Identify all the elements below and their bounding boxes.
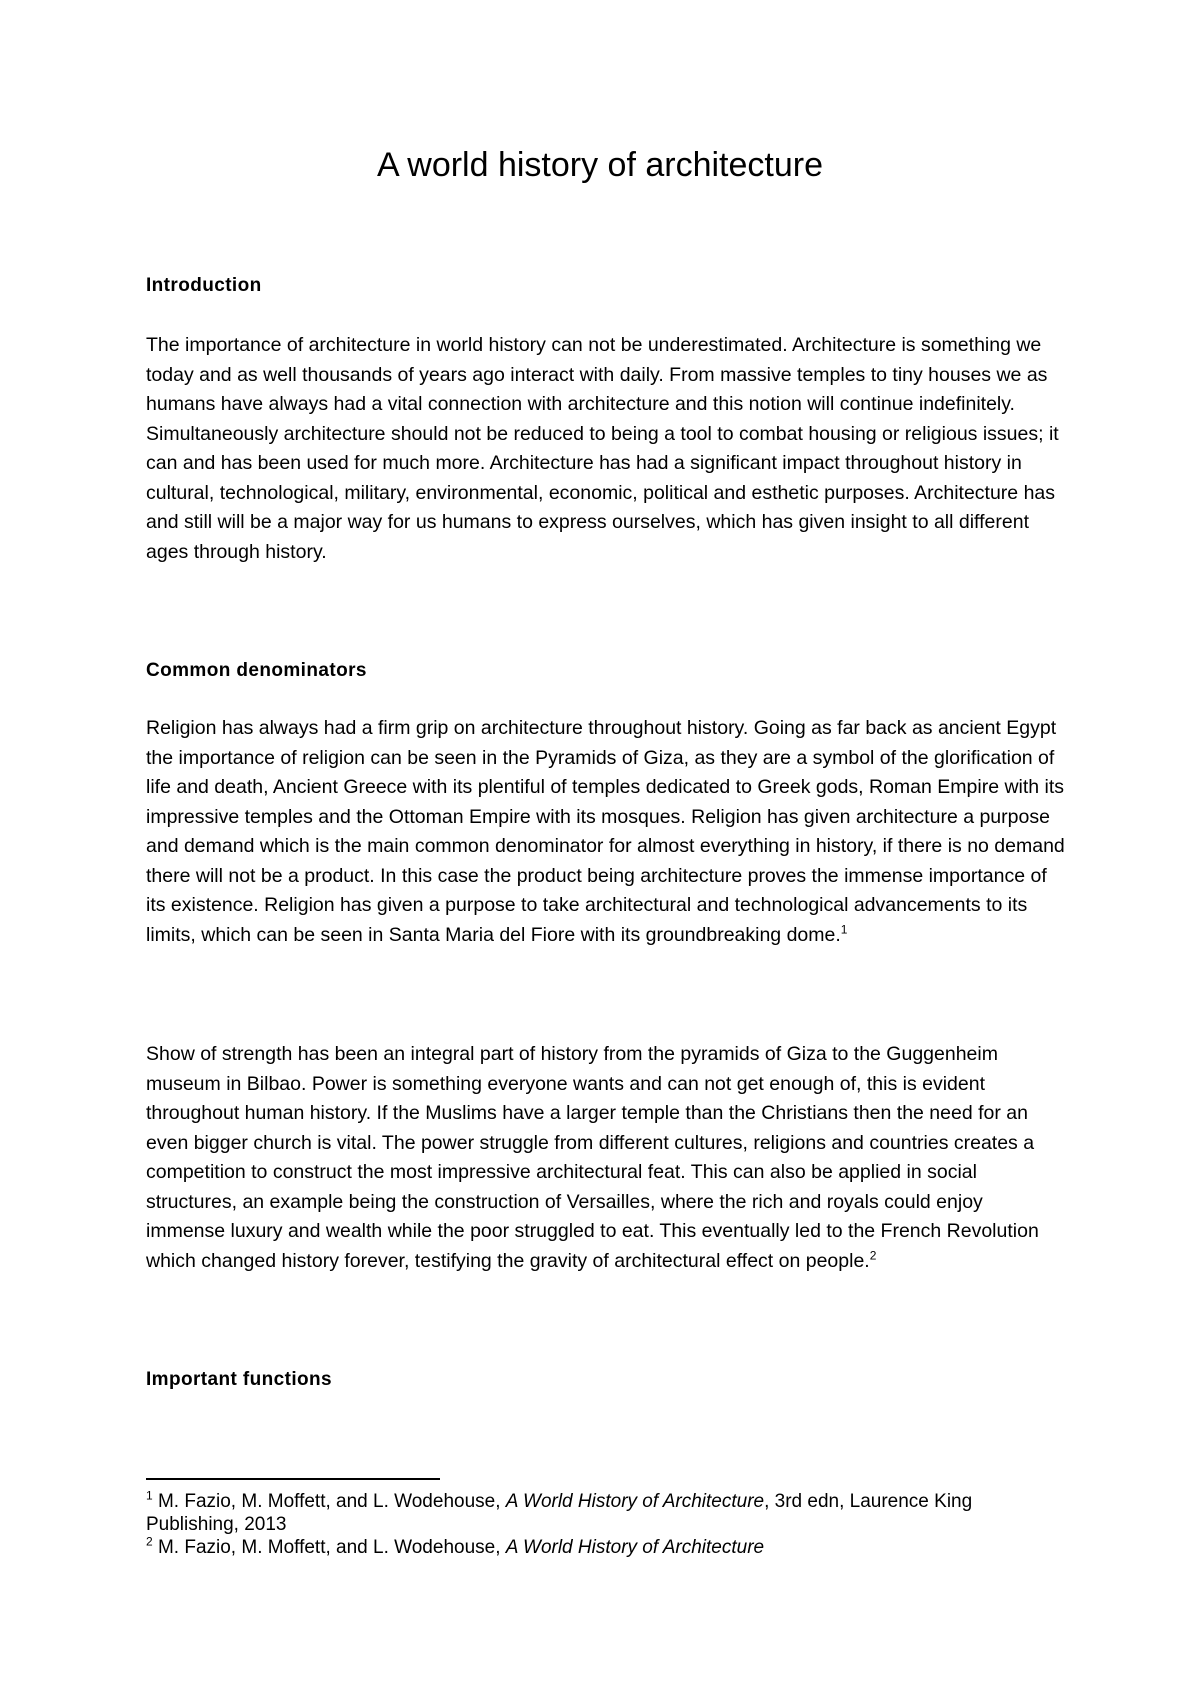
strength-paragraph-text: Show of strength has been an integral part of history from the pyramids of Giza to the Guggenheim museum in Bilbao. Power is something everyone wants and can not get enough of, this is evident throughout human history. If the Muslims have a larger temple than the Christians then the need for an even bigger church is vital. The power struggle from different cultures, religions and countries creates a competition to construct the most impressive architectural feat. This can also be applied in social structures, an example being the construction of Versailles, where the rich and royals could enjoy immense luxury and wealth while the poor struggled to eat. This eventually led to the French Revolution which changed history forever, testifying the gravity of architectural effect on people. (146, 1043, 1039, 1272)
footnote-2 (146, 1536, 1066, 1559)
page-title: A world history of architecture (377, 146, 823, 184)
intro-paragraph-text: The importance of architecture in world history can not be underestimated. Architecture is something we today and as well thousands of years ago interact with daily. From massive temples to tiny houses we as humans have always had a vital connection with architecture and this notion will continue indefinitely. Simultaneously architecture should not be reduced to being a tool to combat housing or religious issues; it can and has been used for much more. Architecture has had a significant impact throughout history in cultural, technological, military, environmental, economic, political and esthetic purposes. Architecture has and still will be a major way for us humans to express ourselves, which has given insight to all different ages through history. (146, 334, 1059, 563)
footnote-divider (146, 1478, 440, 1480)
footnotes (146, 1490, 1066, 1559)
religion-paragraph (146, 714, 1066, 950)
footnote-2-authors: M. Fazio, M. Moffett, and L. Wodehouse, (152, 1537, 506, 1558)
footnote-1 (146, 1490, 1066, 1536)
footnote-ref-1[interactable]: 1 (840, 922, 848, 936)
footnote-number-1: 1 (146, 1488, 153, 1503)
footnote-1-work-title: A World History of Architecture (505, 1491, 765, 1512)
section-heading-common-denominators: Common denominators (146, 660, 367, 681)
religion-paragraph-text: Religion has always had a firm grip on architecture throughout history. Going as far back as ancient Egypt the importance of religion can be seen in the Pyramids of Giza, as they are a symbol of the glorification of life and death, Ancient Greece with its plentiful of temples dedicated to Greek gods, Roman Empire with its impressive temples and the Ottoman Empire with its mosques. Religion has given architecture a purpose and demand which is the main common denominator for almost everything in history, if there is no demand there will not be a product. In this case the product being architecture proves the immense importance of its existence. Religion has given a purpose to take architectural and technological advancements to its limits, which can be seen in Santa Maria del Fiore with its groundbreaking dome. (146, 717, 1065, 946)
footnote-ref-2[interactable]: 2 (869, 1248, 877, 1262)
strength-paragraph (146, 1040, 1066, 1276)
footnote-1-authors: M. Fazio, M. Moffett, and L. Wodehouse, (152, 1491, 506, 1512)
footnote-2-work-title: A World History of Architecture (505, 1537, 765, 1558)
intro-paragraph (146, 331, 1066, 567)
section-heading-introduction: Introduction (146, 275, 262, 296)
footnote-1-details: , 3rd edn, Laurence King Publishing, 2013 (146, 1491, 973, 1535)
footnote-number-2: 2 (146, 1534, 153, 1549)
section-heading-important-functions: Important functions (146, 1369, 332, 1390)
